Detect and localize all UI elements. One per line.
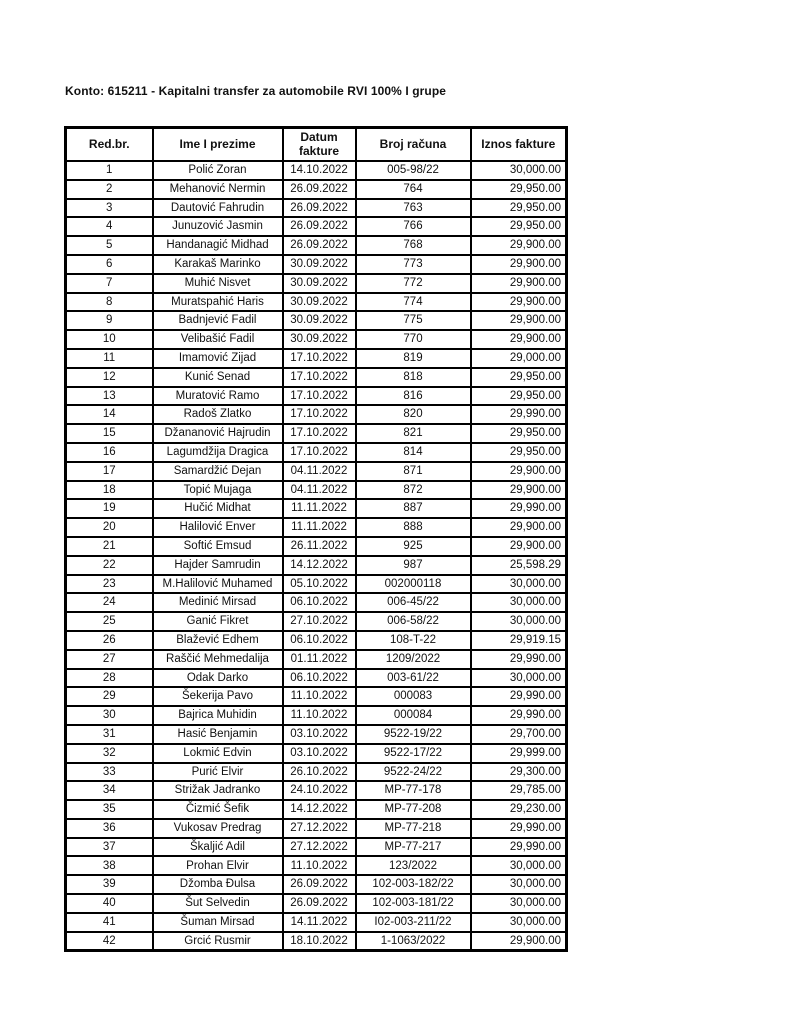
cell-datum-fakture: 26.09.2022 [283, 875, 356, 894]
cell-iznos-fakture: 29,990.00 [471, 499, 567, 518]
table-row [66, 781, 567, 800]
cell-red-br: 36 [66, 819, 153, 838]
cell-broj-racuna: 1209/2022 [356, 650, 471, 669]
cell-ime-prezime: Grcić Rusmir [153, 932, 283, 951]
cell-datum-fakture: 06.10.2022 [283, 669, 356, 688]
cell-iznos-fakture: 30,000.00 [471, 593, 567, 612]
cell-iznos-fakture: 29,950.00 [471, 368, 567, 387]
cell-datum-fakture: 17.10.2022 [283, 443, 356, 462]
cell-ime-prezime: Halilović Enver [153, 518, 283, 537]
cell-broj-racuna: 819 [356, 349, 471, 368]
cell-ime-prezime: Imamović Zijad [153, 349, 283, 368]
cell-ime-prezime: Samardžić Dejan [153, 462, 283, 481]
cell-ime-prezime: Softić Emsud [153, 537, 283, 556]
cell-ime-prezime: Vukosav Predrag [153, 819, 283, 838]
column-header-red-br: Red.br. [66, 128, 153, 162]
cell-red-br: 18 [66, 481, 153, 500]
cell-iznos-fakture: 29,900.00 [471, 293, 567, 312]
cell-red-br: 4 [66, 217, 153, 236]
cell-red-br: 41 [66, 913, 153, 932]
page-title: Konto: 615211 - Kapitalni transfer za automobile RVI 100% I grupe [65, 84, 447, 98]
cell-datum-fakture: 26.09.2022 [283, 180, 356, 199]
cell-ime-prezime: Muhić Nisvet [153, 274, 283, 293]
cell-broj-racuna: 818 [356, 368, 471, 387]
cell-iznos-fakture: 30,000.00 [471, 669, 567, 688]
cell-red-br: 20 [66, 518, 153, 537]
cell-broj-racuna: 006-45/22 [356, 593, 471, 612]
cell-datum-fakture: 27.12.2022 [283, 819, 356, 838]
table-row [66, 744, 567, 763]
cell-datum-fakture: 11.10.2022 [283, 687, 356, 706]
cell-red-br: 23 [66, 575, 153, 594]
table-row [66, 894, 567, 913]
cell-datum-fakture: 30.09.2022 [283, 274, 356, 293]
cell-datum-fakture: 26.11.2022 [283, 537, 356, 556]
cell-ime-prezime: M.Halilović Muhamed [153, 575, 283, 594]
cell-datum-fakture: 11.10.2022 [283, 706, 356, 725]
table-row [66, 349, 567, 368]
cell-datum-fakture: 04.11.2022 [283, 481, 356, 500]
cell-iznos-fakture: 25,598.29 [471, 556, 567, 575]
cell-red-br: 39 [66, 875, 153, 894]
table-row [66, 669, 567, 688]
cell-broj-racuna: MP-77-217 [356, 838, 471, 857]
table-row [66, 274, 567, 293]
cell-red-br: 8 [66, 293, 153, 312]
cell-datum-fakture: 17.10.2022 [283, 424, 356, 443]
cell-red-br: 15 [66, 424, 153, 443]
cell-ime-prezime: Hučić Midhat [153, 499, 283, 518]
cell-red-br: 38 [66, 856, 153, 875]
cell-iznos-fakture: 30,000.00 [471, 875, 567, 894]
table-row [66, 650, 567, 669]
table-row [66, 499, 567, 518]
cell-iznos-fakture: 29,900.00 [471, 330, 567, 349]
cell-ime-prezime: Čizmić Šefik [153, 800, 283, 819]
cell-iznos-fakture: 29,950.00 [471, 217, 567, 236]
table-row [66, 236, 567, 255]
cell-broj-racuna: 766 [356, 217, 471, 236]
cell-red-br: 3 [66, 199, 153, 218]
cell-ime-prezime: Džomba Đulsa [153, 875, 283, 894]
cell-ime-prezime: Muratović Ramo [153, 387, 283, 406]
cell-iznos-fakture: 29,300.00 [471, 763, 567, 782]
cell-datum-fakture: 26.09.2022 [283, 236, 356, 255]
cell-red-br: 30 [66, 706, 153, 725]
cell-red-br: 1 [66, 161, 153, 180]
cell-red-br: 22 [66, 556, 153, 575]
table-row [66, 763, 567, 782]
cell-broj-racuna: 102-003-182/22 [356, 875, 471, 894]
cell-datum-fakture: 30.09.2022 [283, 311, 356, 330]
table-row [66, 687, 567, 706]
table-row [66, 518, 567, 537]
cell-ime-prezime: Karakaš Marinko [153, 255, 283, 274]
cell-datum-fakture: 14.10.2022 [283, 161, 356, 180]
cell-ime-prezime: Blažević Edhem [153, 631, 283, 650]
cell-iznos-fakture: 29,999.00 [471, 744, 567, 763]
cell-ime-prezime: Velibašić Fadil [153, 330, 283, 349]
cell-iznos-fakture: 29,950.00 [471, 180, 567, 199]
cell-ime-prezime: Hasić Benjamin [153, 725, 283, 744]
cell-red-br: 31 [66, 725, 153, 744]
table-row [66, 161, 567, 180]
cell-iznos-fakture: 29,990.00 [471, 687, 567, 706]
cell-broj-racuna: 1-1063/2022 [356, 932, 471, 951]
cell-iznos-fakture: 29,919.15 [471, 631, 567, 650]
cell-iznos-fakture: 29,900.00 [471, 932, 567, 951]
cell-broj-racuna: 775 [356, 311, 471, 330]
cell-iznos-fakture: 29,990.00 [471, 819, 567, 838]
cell-datum-fakture: 30.09.2022 [283, 330, 356, 349]
cell-red-br: 28 [66, 669, 153, 688]
cell-datum-fakture: 14.11.2022 [283, 913, 356, 932]
table-row [66, 424, 567, 443]
cell-red-br: 16 [66, 443, 153, 462]
table-row [66, 180, 567, 199]
cell-iznos-fakture: 30,000.00 [471, 575, 567, 594]
table-row [66, 387, 567, 406]
cell-iznos-fakture: 29,900.00 [471, 274, 567, 293]
cell-broj-racuna: 108-T-22 [356, 631, 471, 650]
cell-red-br: 24 [66, 593, 153, 612]
table-row [66, 725, 567, 744]
table-body [66, 161, 567, 951]
cell-red-br: 29 [66, 687, 153, 706]
cell-datum-fakture: 11.11.2022 [283, 499, 356, 518]
cell-broj-racuna: 772 [356, 274, 471, 293]
cell-datum-fakture: 11.11.2022 [283, 518, 356, 537]
cell-ime-prezime: Šuman Mirsad [153, 913, 283, 932]
cell-datum-fakture: 01.11.2022 [283, 650, 356, 669]
cell-broj-racuna: 871 [356, 462, 471, 481]
cell-broj-racuna: 925 [356, 537, 471, 556]
cell-ime-prezime: Muratspahić Haris [153, 293, 283, 312]
cell-broj-racuna: 814 [356, 443, 471, 462]
cell-broj-racuna: 000083 [356, 687, 471, 706]
cell-iznos-fakture: 30,000.00 [471, 894, 567, 913]
cell-ime-prezime: Raščić Mehmedalija [153, 650, 283, 669]
cell-iznos-fakture: 29,700.00 [471, 725, 567, 744]
cell-datum-fakture: 27.12.2022 [283, 838, 356, 857]
cell-red-br: 37 [66, 838, 153, 857]
cell-ime-prezime: Polić Zoran [153, 161, 283, 180]
cell-ime-prezime: Lagumdžija Dragica [153, 443, 283, 462]
cell-datum-fakture: 24.10.2022 [283, 781, 356, 800]
cell-iznos-fakture: 29,900.00 [471, 255, 567, 274]
cell-broj-racuna: 005-98/22 [356, 161, 471, 180]
cell-red-br: 5 [66, 236, 153, 255]
cell-ime-prezime: Šekerija Pavo [153, 687, 283, 706]
cell-iznos-fakture: 29,900.00 [471, 311, 567, 330]
table-row [66, 405, 567, 424]
cell-iznos-fakture: 29,900.00 [471, 481, 567, 500]
cell-red-br: 14 [66, 405, 153, 424]
cell-datum-fakture: 17.10.2022 [283, 349, 356, 368]
cell-red-br: 27 [66, 650, 153, 669]
table-header-row [66, 128, 567, 162]
cell-iznos-fakture: 29,950.00 [471, 443, 567, 462]
cell-broj-racuna: 002000118 [356, 575, 471, 594]
cell-ime-prezime: Bajrica Muhidin [153, 706, 283, 725]
table-row [66, 932, 567, 951]
cell-broj-racuna: 770 [356, 330, 471, 349]
cell-red-br: 6 [66, 255, 153, 274]
table-row [66, 706, 567, 725]
cell-ime-prezime: Prohan Elvir [153, 856, 283, 875]
cell-red-br: 32 [66, 744, 153, 763]
cell-broj-racuna: 102-003-181/22 [356, 894, 471, 913]
cell-iznos-fakture: 29,785.00 [471, 781, 567, 800]
cell-iznos-fakture: 30,000.00 [471, 612, 567, 631]
cell-iznos-fakture: 29,950.00 [471, 387, 567, 406]
cell-broj-racuna: 773 [356, 255, 471, 274]
cell-broj-racuna: 816 [356, 387, 471, 406]
cell-broj-racuna: 768 [356, 236, 471, 255]
cell-broj-racuna: 003-61/22 [356, 669, 471, 688]
column-header-datum-fakture: Datum fakture [283, 128, 356, 162]
cell-ime-prezime: Handanagić Midhad [153, 236, 283, 255]
table-row [66, 368, 567, 387]
table-row [66, 330, 567, 349]
cell-red-br: 33 [66, 763, 153, 782]
cell-ime-prezime: Junuzović Jasmin [153, 217, 283, 236]
cell-broj-racuna: 888 [356, 518, 471, 537]
cell-datum-fakture: 06.10.2022 [283, 593, 356, 612]
cell-red-br: 13 [66, 387, 153, 406]
cell-ime-prezime: Šut Selvedin [153, 894, 283, 913]
invoice-table [64, 126, 568, 952]
cell-ime-prezime: Strižak Jadranko [153, 781, 283, 800]
cell-broj-racuna: 763 [356, 199, 471, 218]
cell-iznos-fakture: 29,990.00 [471, 650, 567, 669]
cell-datum-fakture: 17.10.2022 [283, 387, 356, 406]
cell-datum-fakture: 03.10.2022 [283, 725, 356, 744]
cell-broj-racuna: 887 [356, 499, 471, 518]
cell-datum-fakture: 30.09.2022 [283, 255, 356, 274]
invoice-table-container [64, 126, 565, 952]
cell-broj-racuna: 987 [356, 556, 471, 575]
cell-ime-prezime: Odak Darko [153, 669, 283, 688]
cell-ime-prezime: Badnjević Fadil [153, 311, 283, 330]
cell-ime-prezime: Dautović Fahrudin [153, 199, 283, 218]
cell-datum-fakture: 17.10.2022 [283, 368, 356, 387]
cell-red-br: 40 [66, 894, 153, 913]
cell-iznos-fakture: 29,990.00 [471, 706, 567, 725]
column-header-iznos-fakture: Iznos fakture [471, 128, 567, 162]
cell-datum-fakture: 14.12.2022 [283, 800, 356, 819]
table-row [66, 819, 567, 838]
cell-red-br: 11 [66, 349, 153, 368]
cell-iznos-fakture: 29,950.00 [471, 424, 567, 443]
cell-iznos-fakture: 29,900.00 [471, 462, 567, 481]
column-header-broj-racuna: Broj računa [356, 128, 471, 162]
cell-broj-racuna: 9522-24/22 [356, 763, 471, 782]
cell-red-br: 19 [66, 499, 153, 518]
table-row [66, 875, 567, 894]
cell-broj-racuna: 820 [356, 405, 471, 424]
table-row [66, 575, 567, 594]
cell-datum-fakture: 26.10.2022 [283, 763, 356, 782]
cell-red-br: 21 [66, 537, 153, 556]
cell-ime-prezime: Ganić Fikret [153, 612, 283, 631]
table-row [66, 913, 567, 932]
table-row [66, 612, 567, 631]
table-row [66, 593, 567, 612]
cell-ime-prezime: Topić Mujaga [153, 481, 283, 500]
cell-broj-racuna: 000084 [356, 706, 471, 725]
cell-datum-fakture: 27.10.2022 [283, 612, 356, 631]
cell-broj-racuna: 006-58/22 [356, 612, 471, 631]
cell-broj-racuna: MP-77-218 [356, 819, 471, 838]
cell-iznos-fakture: 29,900.00 [471, 537, 567, 556]
cell-red-br: 35 [66, 800, 153, 819]
cell-iznos-fakture: 30,000.00 [471, 856, 567, 875]
cell-ime-prezime: Medinić Mirsad [153, 593, 283, 612]
cell-datum-fakture: 26.09.2022 [283, 199, 356, 218]
cell-ime-prezime: Hajder Samrudin [153, 556, 283, 575]
cell-broj-racuna: 9522-19/22 [356, 725, 471, 744]
cell-datum-fakture: 26.09.2022 [283, 894, 356, 913]
cell-iznos-fakture: 30,000.00 [471, 161, 567, 180]
table-row [66, 856, 567, 875]
table-row [66, 481, 567, 500]
cell-iznos-fakture: 29,900.00 [471, 236, 567, 255]
cell-datum-fakture: 06.10.2022 [283, 631, 356, 650]
cell-red-br: 12 [66, 368, 153, 387]
cell-ime-prezime: Radoš Zlatko [153, 405, 283, 424]
cell-ime-prezime: Mehanović Nermin [153, 180, 283, 199]
cell-iznos-fakture: 29,230.00 [471, 800, 567, 819]
table-row [66, 443, 567, 462]
cell-datum-fakture: 26.09.2022 [283, 217, 356, 236]
cell-iznos-fakture: 29,000.00 [471, 349, 567, 368]
cell-datum-fakture: 04.11.2022 [283, 462, 356, 481]
cell-red-br: 26 [66, 631, 153, 650]
table-row [66, 537, 567, 556]
table-row [66, 311, 567, 330]
cell-broj-racuna: 123/2022 [356, 856, 471, 875]
cell-ime-prezime: Purić Elvir [153, 763, 283, 782]
cell-broj-racuna: MP-77-178 [356, 781, 471, 800]
cell-broj-racuna: I02-003-211/22 [356, 913, 471, 932]
table-row [66, 631, 567, 650]
cell-iznos-fakture: 29,990.00 [471, 405, 567, 424]
column-header-ime-prezime: Ime I prezime [153, 128, 283, 162]
cell-red-br: 34 [66, 781, 153, 800]
cell-broj-racuna: 764 [356, 180, 471, 199]
cell-red-br: 7 [66, 274, 153, 293]
cell-datum-fakture: 05.10.2022 [283, 575, 356, 594]
cell-iznos-fakture: 29,990.00 [471, 838, 567, 857]
cell-ime-prezime: Škaljić Adil [153, 838, 283, 857]
cell-datum-fakture: 18.10.2022 [283, 932, 356, 951]
table-row [66, 556, 567, 575]
cell-datum-fakture: 03.10.2022 [283, 744, 356, 763]
cell-broj-racuna: 872 [356, 481, 471, 500]
cell-broj-racuna: MP-77-208 [356, 800, 471, 819]
cell-datum-fakture: 14.12.2022 [283, 556, 356, 575]
table-row [66, 199, 567, 218]
cell-iznos-fakture: 29,950.00 [471, 199, 567, 218]
cell-red-br: 42 [66, 932, 153, 951]
table-row [66, 293, 567, 312]
table-row [66, 217, 567, 236]
table-row [66, 800, 567, 819]
cell-broj-racuna: 774 [356, 293, 471, 312]
cell-datum-fakture: 30.09.2022 [283, 293, 356, 312]
cell-broj-racuna: 9522-17/22 [356, 744, 471, 763]
cell-ime-prezime: Džananović Hajrudin [153, 424, 283, 443]
cell-red-br: 9 [66, 311, 153, 330]
cell-red-br: 17 [66, 462, 153, 481]
cell-ime-prezime: Kunić Senad [153, 368, 283, 387]
cell-broj-racuna: 821 [356, 424, 471, 443]
cell-datum-fakture: 17.10.2022 [283, 405, 356, 424]
cell-ime-prezime: Lokmić Edvin [153, 744, 283, 763]
table-row [66, 838, 567, 857]
table-row [66, 255, 567, 274]
cell-iznos-fakture: 30,000.00 [471, 913, 567, 932]
cell-iznos-fakture: 29,900.00 [471, 518, 567, 537]
cell-red-br: 10 [66, 330, 153, 349]
cell-datum-fakture: 11.10.2022 [283, 856, 356, 875]
cell-red-br: 25 [66, 612, 153, 631]
cell-red-br: 2 [66, 180, 153, 199]
table-row [66, 462, 567, 481]
